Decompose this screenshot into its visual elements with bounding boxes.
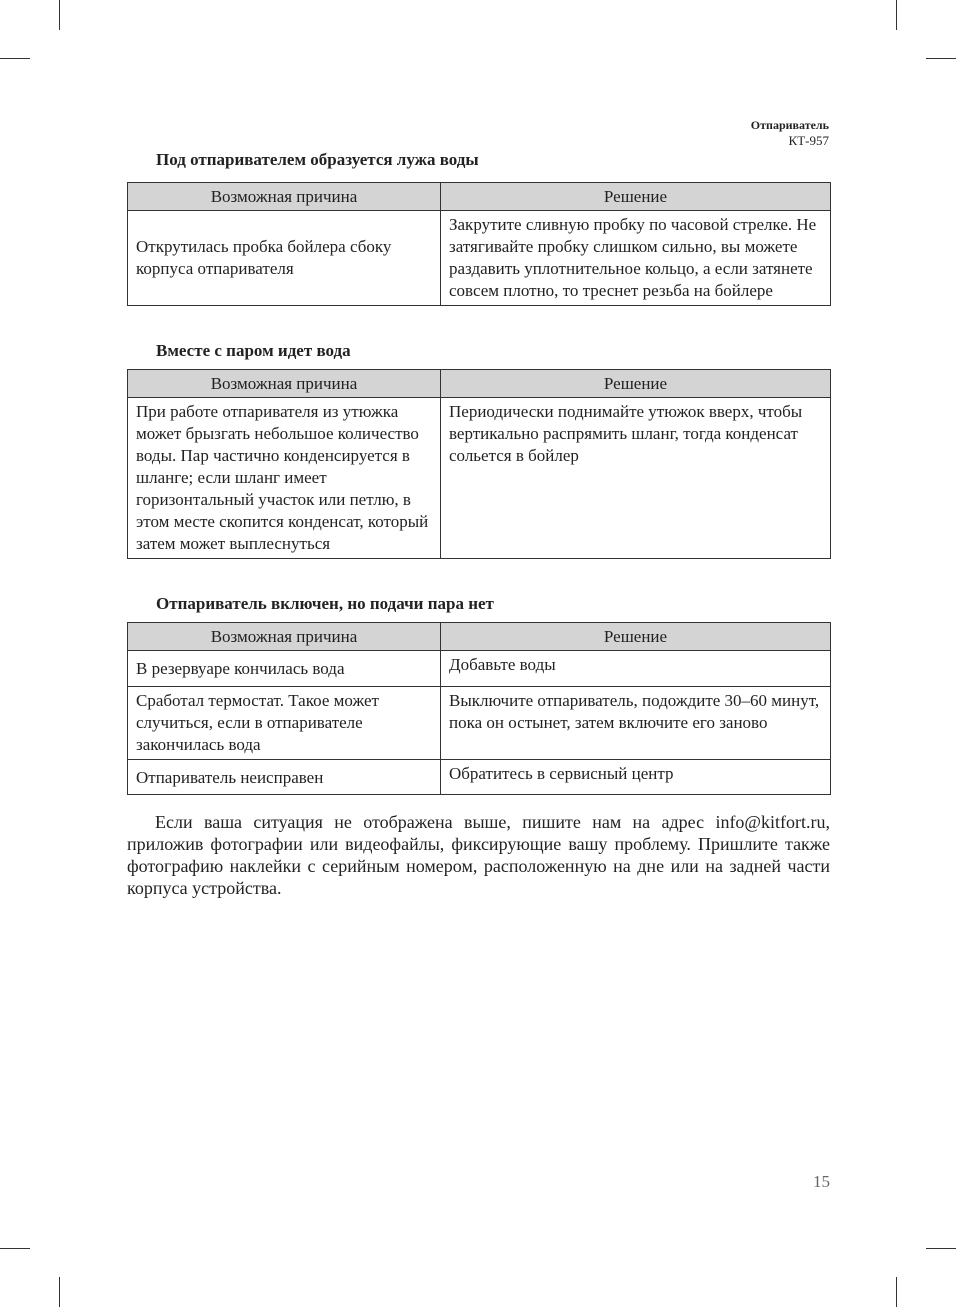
- cause-cell: В резервуаре кончилась вода: [128, 651, 441, 687]
- table-row: [128, 760, 831, 795]
- column-header-cause: Возможная причина: [128, 183, 441, 211]
- solution-cell: Периодически поднимайте утюжок вверх, чтобы вертикально распрямить шланг, тогда конденсат сольется в бойлер: [441, 398, 831, 559]
- column-header-solution: Решение: [441, 183, 831, 211]
- cause-cell: Открутилась пробка бойлера сбоку корпуса отпаривателя: [128, 211, 441, 306]
- crop-mark: [896, 1277, 897, 1307]
- table-row: [128, 398, 831, 559]
- table-row: [128, 211, 831, 306]
- column-header-solution: Решение: [441, 370, 831, 398]
- contact-paragraph: Если ваша ситуация не отображена выше, пишите нам на адрес info@kitfort.ru, приложив фотографии или видеофайлы, фиксирующие вашу проблему. Пришлите также фотографию наклейки с серийным номером, расположенную на дне или на задней части корпуса устройства.: [127, 812, 830, 898]
- crop-mark: [59, 0, 60, 30]
- troubleshooting-table: [127, 369, 831, 559]
- solution-cell: Обратитесь в сервисный центр: [441, 760, 831, 795]
- solution-cell: Выключите отпариватель, подождите 30–60 минут, пока он остынет, затем включите его заново: [441, 687, 831, 760]
- table-header-row: [128, 370, 831, 398]
- crop-mark: [59, 1277, 60, 1307]
- crop-mark: [896, 0, 897, 30]
- table-header-row: [128, 623, 831, 651]
- column-header-cause: Возможная причина: [128, 370, 441, 398]
- cause-cell: Сработал термостат. Такое может случиться, если в отпаривателе закончилась вода: [128, 687, 441, 760]
- section-title: Отпариватель включен, но подачи пара нет: [156, 594, 494, 613]
- section-title: Вместе с паром идет вода: [156, 341, 351, 360]
- troubleshooting-table: [127, 622, 831, 795]
- cause-cell: Отпариватель неисправен: [128, 760, 441, 795]
- table-header-row: [128, 183, 831, 211]
- column-header-solution: Решение: [441, 623, 831, 651]
- section-title: Под отпаривателем образуется лужа воды: [156, 150, 479, 169]
- cause-cell: При работе отпаривателя из утюжка может брызгать небольшое количество воды. Пар частично конденсируется в шланге; если шланг имеет горизонтальный участок или петлю, в этом месте скопится конденсат, который затем может выплеснуться: [128, 398, 441, 559]
- crop-mark: [0, 1248, 30, 1249]
- header-product: Отпариватель: [750, 118, 829, 132]
- table-row: [128, 687, 831, 760]
- crop-mark: [926, 58, 956, 59]
- troubleshooting-table: [127, 182, 831, 306]
- crop-mark: [926, 1248, 956, 1249]
- solution-cell: Добавьте воды: [441, 651, 831, 687]
- running-header: [751, 117, 829, 149]
- column-header-cause: Возможная причина: [128, 623, 441, 651]
- crop-mark: [0, 58, 30, 59]
- table-row: [128, 651, 831, 687]
- header-model: КТ-957: [788, 133, 829, 148]
- page-number: 15: [813, 1172, 830, 1191]
- solution-cell: Закрутите сливную пробку по часовой стрелке. Не затягивайте пробку слишком сильно, вы можете раздавить уплотнительное кольцо, а если затянете совсем плотно, то треснет резьба на бойлере: [441, 211, 831, 306]
